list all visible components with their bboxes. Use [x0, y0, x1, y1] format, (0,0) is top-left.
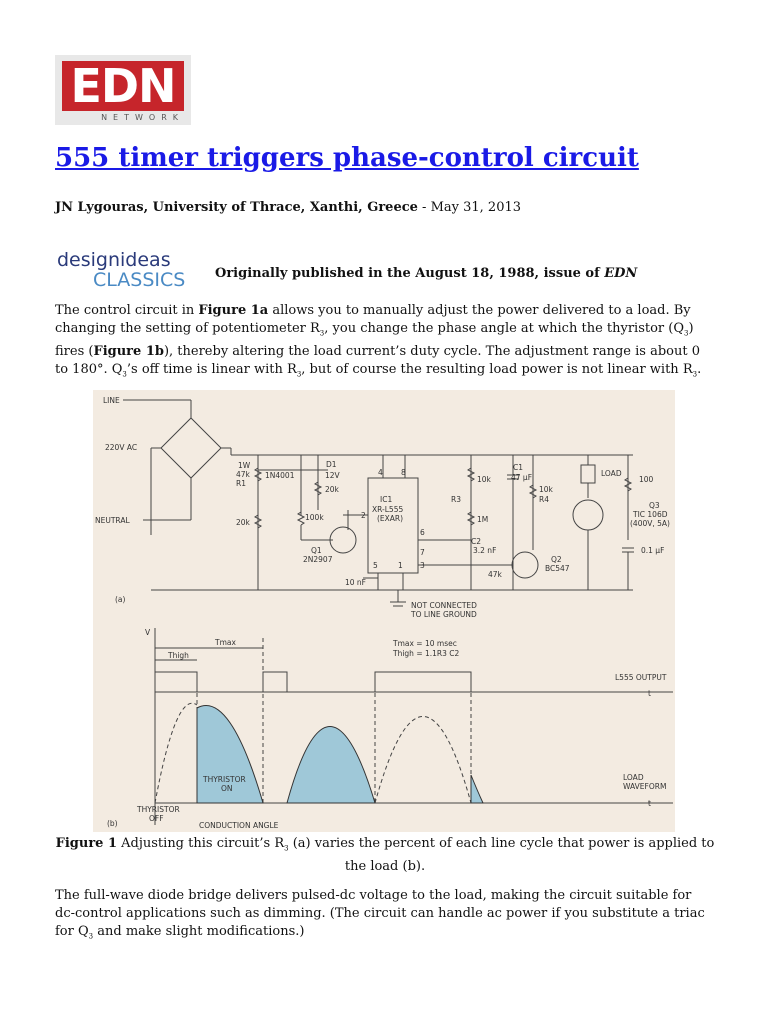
fig-label: 47k: [236, 470, 250, 479]
fig-label: Tmax: [215, 638, 236, 647]
fig-label: 1W: [238, 461, 251, 470]
fig-label: 2N2907: [303, 555, 333, 564]
fig-label: R3: [451, 495, 461, 504]
edn-logo[interactable]: [55, 55, 191, 125]
subscript: 3: [319, 329, 325, 338]
fig-label: 3.2 nF: [473, 546, 497, 555]
fig-label: (EXAR): [377, 514, 404, 523]
text-run: ’s off time is linear with R: [126, 361, 297, 377]
author: JN Lygouras, University of Thrace, Xanthi, Greece: [55, 200, 418, 215]
text-run: The control circuit in: [55, 303, 199, 318]
fig-label: XR-L555: [372, 505, 404, 514]
fig-label: 10k: [539, 485, 553, 494]
fig-label-line: LINE: [103, 396, 120, 405]
fig-label: BC547: [545, 564, 570, 573]
fig-label: (400V, 5A): [630, 519, 670, 528]
fig-label: TIC 106D: [633, 510, 668, 519]
text-run: , but of course the resulting load power is not linear with R: [301, 361, 693, 377]
figure-1: [93, 390, 675, 832]
originally-published: [215, 266, 637, 281]
fig-label: Thigh: [168, 651, 189, 660]
fig-label: C2: [471, 537, 482, 546]
fig-label: 1M: [477, 515, 489, 524]
fig-label: TO LINE GROUND: [411, 610, 477, 619]
subscript: 3: [122, 370, 127, 379]
fig-label: 100: [639, 475, 654, 484]
fig-label: (b): [107, 819, 118, 828]
subscript: 3: [296, 370, 302, 379]
fig-label: NOT CONNECTED: [411, 601, 477, 610]
fig-label: 100k: [305, 513, 324, 522]
fig-label: 3: [420, 561, 425, 570]
figure-caption: [55, 835, 715, 875]
fig-label: THYRISTOR: [137, 805, 180, 814]
text-run: ) fires (: [55, 321, 694, 359]
fig-label: 5: [373, 561, 378, 570]
fig-label: ON: [221, 784, 233, 793]
fig-label: 0.1 µF: [641, 546, 665, 555]
fig-label: THYRISTOR: [203, 775, 246, 784]
fig-label: L555 OUTPUT: [615, 673, 667, 682]
text-run: Adjusting this circuit’s R: [117, 836, 285, 851]
caption-label: Figure 1: [55, 836, 118, 851]
edn-logo-text: EDN: [62, 61, 184, 111]
fig-label-220v: 220V AC: [105, 443, 138, 452]
figure-ref: Figure 1a: [198, 303, 269, 318]
text-run: (a) varies the percent of each line cycle that power is applied to the load (b).: [288, 836, 715, 874]
fig-label: 12V: [325, 471, 340, 480]
text-run: and make slight modifications.): [93, 924, 305, 939]
text-run: allows you to manually adjust the power delivered to a load. By changing the setting of potentiometer R: [55, 303, 691, 336]
paragraph-intro: [55, 302, 715, 383]
fig-label: 10k: [477, 475, 491, 484]
text-run: , you change the phase angle at which the thyristor (Q: [324, 321, 685, 336]
fig-label: 4: [378, 468, 383, 477]
subscript: 3: [88, 932, 94, 941]
text-run: ), thereby altering the load current’s duty cycle. The adjustment range is about 0 to 180°. Q: [55, 343, 700, 377]
design-ideas-logo: [57, 250, 207, 292]
origin-text: Originally published in the August 18, 1988, issue of: [215, 266, 605, 281]
fig-label: R4: [539, 495, 549, 504]
fig-label: Q1: [311, 546, 322, 555]
subscript: 3: [692, 370, 698, 379]
fig-label: V: [145, 628, 151, 637]
design-ideas-text: designideas: [57, 249, 171, 271]
figure-ref: Figure 1b: [93, 343, 164, 359]
fig-label: 7: [420, 548, 425, 557]
fig-label: Tmax = 10 msec: [393, 639, 457, 648]
fig-label: Q3: [649, 501, 660, 510]
fig-label: 20k: [236, 518, 250, 527]
fig-label: Thigh = 1.1R3 C2: [393, 649, 460, 658]
fig-label: CONDUCTION ANGLE: [199, 821, 279, 830]
fig-label: t: [648, 689, 651, 698]
text-run: The full-wave diode bridge delivers pulsed-dc voltage to the load, making the circuit suitable for dc-control applications such as dimming. (The circuit can handle ac power if you substitute a triac for Q: [55, 888, 705, 939]
paragraph-bridge: [55, 887, 715, 946]
fig-label: 2: [361, 511, 366, 520]
fig-label: WAVEFORM: [623, 782, 667, 791]
classics-text: CLASSICS: [93, 269, 186, 291]
fig-label: Q2: [551, 555, 562, 564]
subscript: 3: [684, 329, 689, 338]
fig-label: 1N4001: [265, 471, 295, 480]
fig-label: 20k: [325, 485, 339, 494]
fig-label: OFF: [149, 814, 164, 823]
fig-label: 47k: [488, 570, 502, 579]
date-separator: -: [417, 200, 431, 215]
fig-label: LOAD: [601, 469, 622, 478]
fig-label: (a): [115, 595, 126, 604]
byline: [55, 200, 521, 215]
fig-label: C1: [513, 463, 524, 472]
subscript: 3: [284, 844, 289, 853]
fig-label: 8: [401, 468, 406, 477]
fig-label: R1: [236, 479, 246, 488]
text-run: .: [697, 361, 702, 377]
fig-label: 10 nF: [345, 578, 366, 587]
fig-label: 1: [398, 561, 403, 570]
fig-label: LOAD: [623, 773, 644, 782]
fig-label: 47 µF: [511, 473, 533, 482]
origin-publication: EDN: [604, 266, 638, 281]
fig-label: t: [648, 799, 651, 808]
fig-label-neutral: NEUTRAL: [95, 516, 130, 525]
fig-label: IC1: [380, 495, 393, 504]
publish-date: May 31, 2013: [430, 200, 522, 215]
fig-label: D1: [326, 460, 337, 469]
article-title[interactable]: 555 timer triggers phase-control circuit: [55, 143, 639, 173]
fig-label: 6: [420, 528, 425, 537]
edn-logo-network: NETWORK: [101, 113, 184, 122]
figure-1-diagram: [93, 390, 675, 832]
